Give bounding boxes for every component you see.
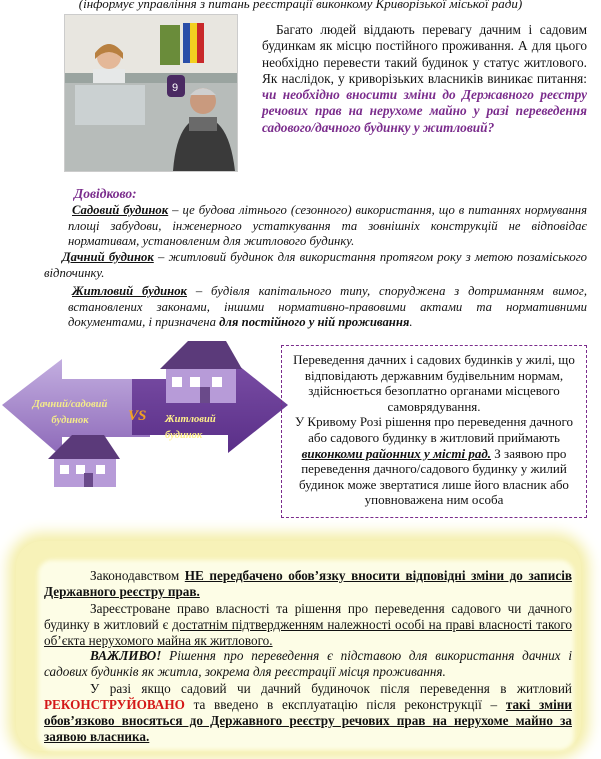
important-label: ВАЖЛИВО! bbox=[90, 648, 162, 663]
important-paragraph-2: Зареєстроване право власності та рішення про переведення садового чи дачного будинку в житловий є достатнім підтвердженням належності особі на праві власності такого об’єкта нерухомого майна як житлового. bbox=[44, 601, 572, 648]
term-garden-house: Садовий будинок bbox=[72, 203, 169, 217]
reconstructed-label: РЕКОНСТРУЙОВАНО bbox=[44, 697, 185, 712]
no-obligation-text: НЕ передбачено обов’язку вносити відповідні зміни до записів Державного реєстру прав. bbox=[44, 568, 573, 599]
info-box bbox=[281, 345, 587, 518]
definition-residential-bold: для постійного у ній проживання bbox=[219, 315, 410, 330]
house-icon-top bbox=[160, 341, 242, 403]
definition-dacha-house bbox=[44, 250, 587, 281]
info-text-1: Переведення дачних і садових будинків у жилі, що відповідають державним будівельним нормам, здійснюється безоплатно органами місцевого самоврядування. bbox=[293, 352, 575, 414]
important-paragraph-3: ВАЖЛИВО! Рішення про переведення є підставою для використання дачних і садових будинків як житла, зокрема для реєстрації місця проживання. bbox=[44, 648, 572, 679]
term-residential-house: Житловий будинок bbox=[72, 284, 187, 298]
definition-residential-house: Житловий будинок – будівля капітального типу, споруджена з дотриманням вимог, встановлених законами, іншими нормативно-правовими актами та нормативними документами, і призначена для постійного у ній проживання. bbox=[68, 284, 587, 330]
changes-required-text: такі зміни обов’язково вносяться до Державного реєстру речових прав на нерухоме майно за заявою власника. bbox=[44, 697, 572, 744]
versus-label: VS bbox=[128, 408, 147, 424]
info-text-3: З заявою про переведення дачного/садового будинку у жилий будинок може звертатися лише його власник або уповноважена ним особа bbox=[299, 445, 569, 508]
important-paragraph-4: У разі якщо садовий чи дачний будиночок після переведення в житловий РЕКОНСТРУЙОВАНО та введено в експлуатацію після реконструкції – такі зміни обов’язково вносяться до Державного реєстру речових прав на нерухоме майно за заявою власника. bbox=[44, 681, 572, 744]
right-arrow-label: Житловий будинок bbox=[165, 414, 216, 441]
svg-text:9: 9 bbox=[172, 82, 179, 94]
sufficient-proof-text: достатнім підтвердженням належності особі на праві власності такого об’єкта нерухомого майна як житлового. bbox=[44, 617, 572, 648]
intro-question: чи необхідно вносити зміни до Державного реєстру речових прав на нерухоме майно у разі переведення садового/дачного будинку у житловий? bbox=[262, 87, 587, 135]
reference-title: Довідково: bbox=[74, 186, 137, 201]
term-dacha-house: Дачний будинок bbox=[62, 250, 154, 264]
info-text-2: У Кривому Розі рішення про переведення дачного або садового будинку в житловий приймають bbox=[294, 414, 574, 445]
definition-garden-house bbox=[68, 203, 587, 250]
intro-paragraph bbox=[262, 22, 587, 136]
info-bold: виконкоми районних у місті рад. bbox=[301, 445, 492, 461]
intro-text: Багато людей віддають перевагу дачним і садовим будинкам як місцю постійного проживання. А для цього необхідно перевести такий будинок у статус житлового. Як наслідок, у криворізьких власників виникає питання: bbox=[262, 22, 587, 86]
important-paragraph-1: Законодавством НЕ передбачено обов’язку вносити відповідні зміни до записів Державного реєстру прав. bbox=[44, 568, 573, 599]
definition-residential-text: – будівля капітального типу, споруджена з дотриманням вимог, встановлених законами, іншими нормативно-правовими актами та нормативними документами, і призначена bbox=[68, 284, 587, 330]
definition-dacha-text: – житловий будинок для використання протягом року з метою позаміського відпочинку. bbox=[44, 250, 587, 280]
definition-garden-text: – це будова літнього (сезонного) використання, що в питаннях нормування площі забудови, інженерного устаткування та зовнішніх конструкцій не відповідає нормативам, установленим для житлового будинку. bbox=[68, 203, 587, 249]
left-arrow-label: Дачний/садовий будинок bbox=[32, 399, 108, 426]
header-note: (інформує управління з питань реєстрації виконкому Криворізької міської ради) bbox=[78, 0, 523, 11]
office-photo bbox=[64, 14, 238, 172]
